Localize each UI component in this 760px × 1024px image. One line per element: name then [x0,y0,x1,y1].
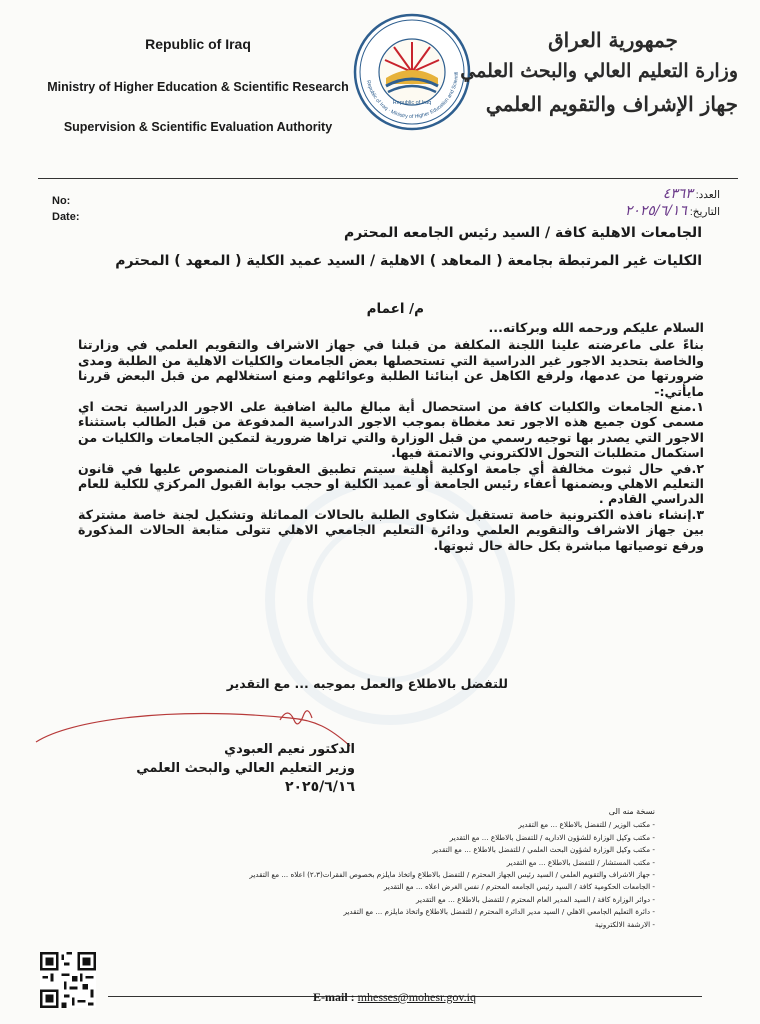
signatory-block [136,740,355,797]
reference-fields-ar [625,186,720,220]
addressee-line-2: الكليات غير المرتبطة بجامعة ( المعاهد ) الاهلية / السيد عميد الكلية ( المعهد ) المحترم [115,253,702,269]
header-divider [38,178,738,179]
number-value-ar: ٤٣٦٣ [662,186,693,202]
copies-list [249,806,655,931]
date-label-en: Date: [52,211,80,223]
letter-body [78,320,704,553]
copy-item: - مكتب المستشار / للتفضل بالاطلاع ... مع التقدير [506,857,655,867]
email-label: E-mail : [313,990,355,1004]
country-name-ar: جمهورية العراق [548,28,678,52]
addressee-line-1: الجامعات الاهلية كافة / السيد رئيس الجامعه المحترم [343,225,702,241]
greeting: السلام عليكم ورحمه الله وبركاته... [488,320,704,335]
signatory-title: وزير التعليم العالي والبحث العلمي [136,761,355,776]
copy-item: - مكتب الوزير / للتفضل بالاطلاع ... مع التقدير [518,820,655,830]
footer-email [313,990,476,1005]
closing-line: للتفضل بالاطلاع والعمل بموجبه ... مع التقدير [226,676,508,691]
reference-fields-en [52,193,80,225]
copies-title: نسخة منه الى [608,807,655,816]
decision-item-2: ٢.في حال ثبوت مخالفة أي جامعة اوكلية أهلية سيتم تطبيق العقوبات المنصوص عليها في قانون التعليم الاهلي وبضمنها أعفاء رئيس الجامعة أو عميد الكلية او حجب بوابة القبول المركزي للكلية للعام الدراسي القادم . [78,460,704,507]
decision-item-1: ١.منع الجامعات والكليات كافة من استحصال أية مبالغ مالية اضافية على الاجور الدراسية تحت اي مسمى كون جميع هذه الاجور تعد مغطاة بموجب الاجور الدراسية المدفوعة من قبل الطالب باستثناء الاجور التي يصدر بها توجيه رسمي من قبل الوزارة والتي تراها ضرورية لتمكين الجامعات والكليات من استكمال متطلبات التحول الالكتروني والاتمتة فيها. [78,399,704,461]
svg-text:Republic of Iraq: Republic of Iraq [392,100,432,106]
number-label-en: No: [52,195,71,207]
ministry-seal-logo [352,12,472,132]
qr-code [40,952,96,1008]
header-english [38,28,358,134]
copy-item: - الارشفة الالكترونية [594,919,655,929]
decision-item-3: ٣.إنشاء نافذه الكترونية خاصة تستقبل شكاوى الطلبة بالحالات المماثلة وتشكيل لجنة خاصة مشتركة بين جهاز الاشراف والتقويم العلمي ودائرة التعليم الجامعي الاهلي تتولى متابعة الحالات المذكورة ورفع توصياتها مباشرة بكل حالة حال ثبوتها. [78,506,704,553]
subject-line: م/ اعمام [366,301,424,317]
copy-item: - الجامعات الحكومية كافة / السيد رئيس الجامعه المحترم / نفس الغرض اعلاه ... مع التقدير [383,882,655,892]
copy-item: - مكتب وكيل الوزارة لشؤون البحث العلمي / للتفضل بالاطلاع ... مع التقدير [432,845,655,855]
signatory-name: الدكتور نعيم العبودي [224,742,355,757]
seal-ring-text: Republic of Iraq · Ministry of Higher Education and Scientifi [364,71,461,121]
ministry-name-ar: وزارة التعليم العالي والبحث العلمي [460,60,738,82]
copy-item: - دوائر الوزارة كافة / السيد المدير العام المحترم / للتفضل بالاطلاع ... مع التقدير [416,894,655,904]
date-value-ar: ٢٠٢٥/٦/١٦ [624,203,687,219]
authority-name-en: Supervision & Scientific Evaluation Authority [63,120,333,134]
header-arabic [460,28,738,116]
email-link[interactable]: mhesses@mohesr.gov.iq [357,990,476,1004]
authority-name-ar: جهاز الإشراف والتقويم العلمي [485,92,738,116]
copy-item: - دائرة التعليم الجامعي الاهلي / السيد مدير الدائرة المحترم / للتفضل بالاطلاع واتخاذ مايلزم ... مع التقدير [343,907,655,917]
country-name-en: Republic of Iraq [145,36,251,52]
ministry-name-en: Ministry of Higher Education & Scientific Research [47,80,349,94]
intro-paragraph: بناءً على ماعرضته علينا اللجنة المكلفة من قبلنا في جهاز الاشراف والتقويم العلمي في وزارتنا والخاصة بتحديد الاجور غير الدراسية التي تستحصلها بعض الجامعات والكليات الاهلية من الطلبة ومدى ضرورتها من عدمها، ولرفع الكاهل عن ابنائنا الطلبة وعوائلهم ومنع استغلالهم من قبل البعض قررنا مايأتي:- [78,337,704,399]
signature-date: ٢٠٢٥/٦/١٦ [284,779,355,795]
date-label-ar: التاريخ: [689,206,720,218]
copy-item: - مكتب وكيل الوزارة للشؤون الاداريه / للتفضل بالاطلاع ... مع التقدير [449,832,655,842]
copy-item: - جهاز الاشراف والتقويم العلمي / السيد رئيس الجهاز المحترم / للتفضل بالاطلاع واتخاذ مايلزم بخصوص الفقرات(٢،٣) اعلاه ... مع التقدير [249,870,655,880]
number-label-ar: العدد: [695,189,720,201]
